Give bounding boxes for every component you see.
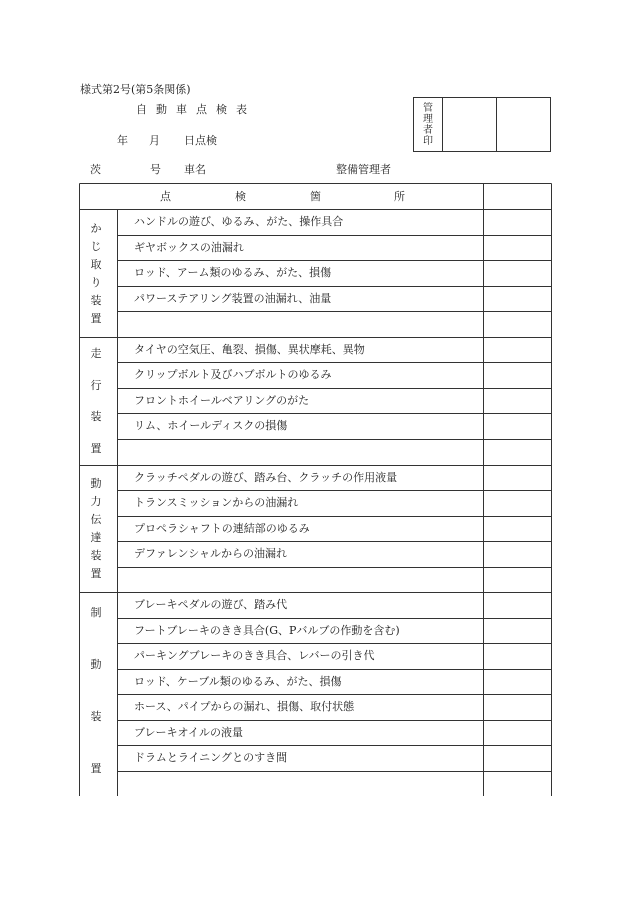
category-char: 置 (90, 762, 102, 775)
category-char: 装 (90, 710, 102, 723)
stamp-label-char: 管 (423, 102, 433, 114)
table-header-char: 箇 (310, 190, 321, 203)
date-month-label: 月 (149, 134, 160, 147)
category-char: 達 (90, 531, 102, 544)
category-char: 動 (90, 658, 102, 671)
inspection-item: クリップボルト及びハブボルトのゆるみ (134, 368, 332, 381)
category-char: 伝 (90, 513, 102, 526)
inspection-item: パワーステアリング装置の油漏れ、油量 (134, 292, 332, 305)
inspection-item: トランスミッションからの油漏れ (134, 496, 299, 509)
table-header-char: 所 (394, 190, 405, 203)
stamp-label-char: 理 (423, 113, 433, 125)
inspection-item: ギヤボックスの油漏れ (134, 241, 244, 254)
category-running-gear (84, 338, 108, 465)
inspection-item: フロントホイールベアリングのがた (134, 394, 310, 407)
inspection-item: ハンドルの遊び、ゆるみ、がた、操作具合 (134, 215, 344, 228)
category-steering (84, 210, 108, 337)
registration-number-suffix: 号 (150, 163, 161, 176)
category-char: じ (90, 239, 102, 253)
category-char: 取 (90, 257, 102, 271)
inspection-item: タイヤの空気圧、亀裂、損傷、異状摩耗、異物 (134, 343, 365, 356)
car-name-label: 車名 (184, 163, 206, 176)
category-char: 置 (90, 567, 102, 580)
inspection-item: パーキングブレーキのきき具合、レバーの引き代 (134, 649, 375, 662)
inspection-item: ドラムとライニングとのすき間 (134, 751, 288, 764)
category-char: 置 (90, 442, 102, 456)
inspection-item: クラッチペダルの遊び、踏み台、クラッチの作用液量 (134, 471, 398, 484)
category-char: 置 (90, 311, 102, 325)
form-number: 様式第2号(第5条関係) (80, 83, 191, 96)
table-header-char: 点 (160, 190, 171, 203)
category-char: 装 (90, 293, 102, 307)
inspection-item: ブレーキオイルの液量 (134, 726, 244, 739)
category-braking (84, 606, 108, 776)
category-char: 制 (90, 606, 102, 619)
category-char: 行 (90, 378, 102, 392)
category-char: か (90, 221, 102, 235)
inspection-item: リム、ホイールディスクの損傷 (134, 419, 288, 432)
table-header-char: 検 (235, 190, 246, 203)
date-day-label: 日点検 (184, 134, 217, 147)
inspection-item: ロッド、ケーブル類のゆるみ、がた、損傷 (134, 675, 342, 688)
inspection-item: ホース、パイプからの漏れ、損傷、取付状態 (134, 700, 355, 713)
category-char: 力 (90, 495, 102, 508)
inspection-item: ロッド、アーム類のゆるみ、がた、損傷 (134, 266, 332, 279)
inspection-item: デファレンシャルからの油漏れ (134, 547, 288, 560)
inspection-item: プロペラシャフトの連結部のゆるみ (134, 522, 310, 535)
date-year-label: 年 (117, 134, 128, 147)
category-char: 装 (90, 410, 102, 424)
stamp-label-char: 印 (423, 135, 433, 147)
stamp-label-char: 者 (423, 124, 433, 136)
form-title: 自動車点検表 (136, 103, 256, 116)
inspection-item: フートブレーキのきき具合(G、Pバルブの作動を含む) (134, 624, 400, 637)
category-power-train (84, 466, 108, 592)
maintenance-manager-label: 整備管理者 (336, 163, 391, 176)
category-char: 動 (90, 477, 102, 490)
category-char: り (90, 275, 102, 289)
category-char: 走 (90, 346, 102, 360)
category-char: 装 (90, 549, 102, 562)
registration-prefix: 茨 (90, 163, 101, 176)
inspection-item: ブレーキペダルの遊び、踏み代 (134, 598, 288, 611)
